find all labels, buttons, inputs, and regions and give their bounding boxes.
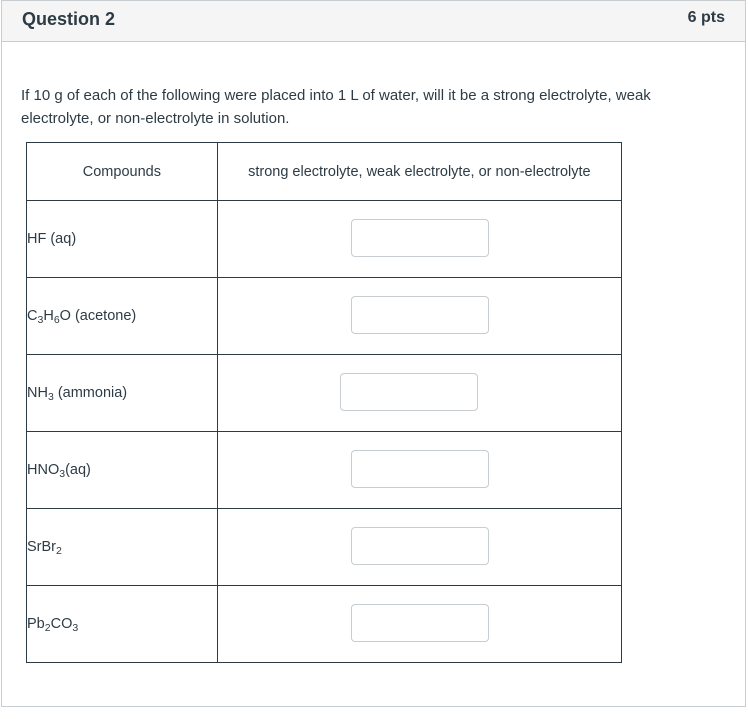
compound-text: HNO	[27, 462, 60, 478]
table-row	[27, 586, 622, 663]
answer-table	[26, 142, 622, 663]
answer-cell	[217, 586, 621, 663]
table-row	[27, 509, 622, 586]
compound-text: SrBr	[27, 539, 56, 555]
compound-subscript: 2	[44, 622, 51, 634]
compound-text: NH	[27, 385, 48, 401]
compound-name	[27, 509, 218, 586]
compound-subscript: 6	[53, 314, 60, 326]
question-title: Question 2	[22, 9, 116, 29]
compound-text: CO	[50, 616, 73, 632]
table-row	[27, 278, 622, 355]
table-row	[27, 432, 622, 509]
answer-cell	[217, 201, 621, 278]
compound-text: H	[43, 308, 54, 324]
compound-text: Pb	[27, 616, 45, 632]
compound-name	[27, 201, 218, 278]
compound-name	[27, 278, 218, 355]
answer-cell	[217, 432, 621, 509]
compound-name	[27, 355, 218, 432]
table-row	[27, 355, 622, 432]
compound-subscript: 3	[37, 314, 44, 326]
question-points: 6 pts	[687, 9, 725, 26]
answer-input[interactable]	[351, 296, 489, 334]
question-header	[2, 1, 745, 42]
answer-input[interactable]	[351, 604, 489, 642]
answer-cell	[217, 509, 621, 586]
answer-cell	[217, 355, 621, 432]
answer-input[interactable]	[340, 373, 478, 411]
compound-name	[27, 586, 218, 663]
table-header-row	[27, 143, 622, 201]
column-header-answer: strong electrolyte, weak electrolyte, or non-electrolyte	[217, 143, 621, 201]
compound-text: (ammonia)	[53, 385, 128, 401]
column-header-compounds: Compounds	[27, 143, 218, 201]
question-prompt: If 10 g of each of the following were placed into 1 L of water, will it be a strong electrolyte, weak electrolyte, or non-electrolyte in solution.	[21, 87, 651, 127]
compound-text: (aq)	[65, 462, 91, 478]
compound-subscript: 3	[72, 622, 79, 634]
answer-input[interactable]	[351, 450, 489, 488]
answer-input[interactable]	[351, 527, 489, 565]
answer-cell	[217, 278, 621, 355]
compound-text: C	[27, 308, 38, 324]
compound-subscript: 3	[47, 391, 54, 403]
compound-subscript: 2	[56, 545, 62, 557]
compound-subscript: 3	[59, 468, 66, 480]
answer-input[interactable]	[351, 219, 489, 257]
table-row	[27, 201, 622, 278]
compound-text: O (acetone)	[59, 308, 137, 324]
compound-name	[27, 432, 218, 509]
compound-text: HF (aq)	[27, 231, 77, 247]
